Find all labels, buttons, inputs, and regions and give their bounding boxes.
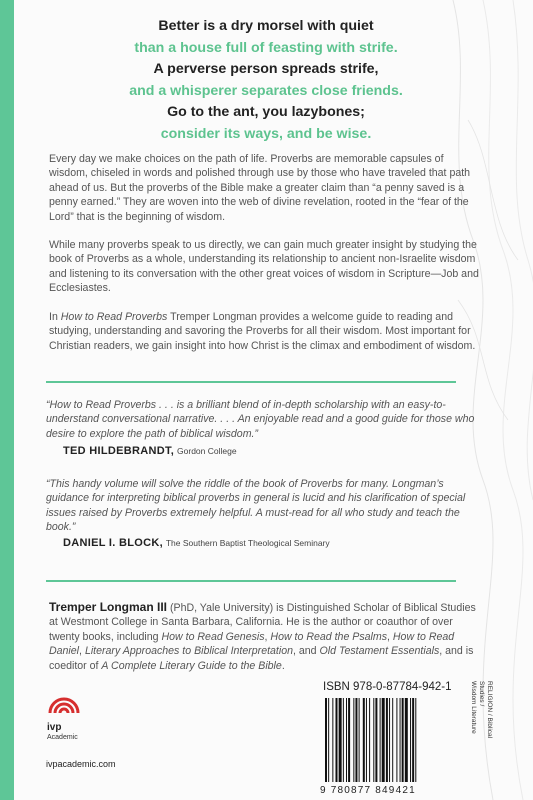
barcode-bar <box>386 698 388 782</box>
description-paragraph: Every day we make choices on the path of life. Proverbs are memorable capsules of wisdom, chiseled in words and polished through use by those who have traveled that path ahead of us. But the proverbs of the Bible make a greater claim than “a penny saved is a penny earned.” They are woven into the web of divine revelation, rooted in the “fear of the Lord” that is the beginning of wisdom. <box>49 153 471 223</box>
book-title: Old Testament Essentials <box>319 645 440 658</box>
bio-text: , and <box>293 645 320 658</box>
barcode-bar <box>389 698 390 782</box>
endorsement-attribution <box>63 445 237 457</box>
description-paragraph: While many proverbs speak to us directly, we can gain much greater insight by studying the book of Proverbs as a whole, understanding its relationship to ancient non-Israelite wisdom and listening to its conversation with the other great voices of wisdom in Scripture—Job and Ecclesiastes. <box>49 239 479 295</box>
publisher-imprint: Academic <box>47 734 78 741</box>
endorser-affiliation: The Southern Baptist Theological Seminary <box>165 538 330 548</box>
endorsement-quote: “How to Read Proverbs . . . is a brilliant blend of in-depth scholarship with an easy-to-understand conversational narrative. . . . An enjoyable read and a good guide for those who desire to explore the path of biblical wisdom.” <box>46 399 475 440</box>
hero-line: than a house full of feasting with strife. <box>134 39 398 56</box>
barcode-bar <box>400 698 401 782</box>
barcode-bar <box>343 698 344 782</box>
book-title: A Complete Literary Guide to the Bible <box>101 659 282 672</box>
publisher-logo-text: ivp <box>47 722 62 733</box>
barcode-bar <box>336 698 338 782</box>
barcode <box>321 698 461 782</box>
hero-line: A perverse person spreads strife, <box>153 61 379 77</box>
author-name: Tremper Longman III <box>49 600 168 614</box>
hero-proverbs <box>76 16 456 145</box>
barcode-bar <box>332 698 333 782</box>
barcode-bar <box>328 698 329 782</box>
barcode-bar <box>373 698 374 782</box>
hero-line: consider its ways, and be wise. <box>160 125 372 142</box>
barcode-bar <box>375 698 377 782</box>
bio-text: , <box>387 630 393 643</box>
barcode-bar <box>339 698 342 782</box>
barcode-bar <box>380 698 381 782</box>
endorser-name: DANIEL I. BLOCK, <box>63 537 163 549</box>
bio-text: . <box>281 659 285 672</box>
isbn-label: ISBN 978-0-87784-942-1 <box>323 681 452 693</box>
divider <box>46 381 456 383</box>
barcode-bar <box>366 698 367 782</box>
hero-line: Better is a dry morsel with quiet <box>158 18 374 34</box>
category-line: Wisdom Literature <box>470 681 477 734</box>
barcode-bar <box>382 698 385 782</box>
endorsement-attribution <box>63 537 330 549</box>
paragraph-text: In <box>49 311 61 323</box>
paragraph-text: Tremper Longman provides a welcome guide to reading and studying, understanding and savoring the Proverbs for all their wisdom. Most important for Christian readers, we gain insight into how Christ is the climax and embodiment of wisdom. <box>49 311 476 352</box>
barcode-bar <box>353 698 354 782</box>
barcode-bar <box>392 698 393 782</box>
book-title: Literary Approaches to Biblical Interpretation <box>84 645 293 658</box>
barcode-bar <box>405 698 408 782</box>
book-title: How to Read Proverbs <box>60 311 168 323</box>
endorsement-quote: “This handy volume will solve the riddle of the book of Proverbs for many. Longman’s guidance for interpreting biblical proverbs in general is lucid and his clarification of special issues raised by Proverbs extremely helpful. A must-read for all who study and teach the book.” <box>46 478 466 534</box>
barcode-digits: 9 780877 849421 <box>320 785 416 796</box>
category-line: RELIGION / Biblical Studies / <box>478 681 493 739</box>
barcode-bar <box>410 698 411 782</box>
endorser-name: TED HILDEBRANDT, <box>63 445 175 457</box>
barcode-bar <box>346 698 347 782</box>
accent-side-bar <box>0 0 14 800</box>
bio-text: , <box>79 645 85 658</box>
barcode-bar <box>348 698 350 782</box>
hero-line: Go to the ant, you lazybones; <box>167 104 365 120</box>
barcode-bar <box>412 698 414 782</box>
category-label <box>470 681 493 741</box>
hero-line: and a whisperer separates close friends. <box>129 82 403 99</box>
bio-text: , <box>264 630 271 643</box>
barcode-bar <box>415 698 416 782</box>
barcode-bar <box>359 698 360 782</box>
barcode-bar <box>363 698 365 782</box>
bio-text: (PhD, Yale University) is Distinguished Scholar of Biblical Studies at Westmont College in Santa Barbara, California. He is the author or coauthor of over twenty books, including <box>49 602 476 643</box>
endorser-affiliation: Gordon College <box>177 446 237 456</box>
author-bio <box>49 600 479 673</box>
book-title: How to Read the Psalms <box>270 630 388 643</box>
book-title: How to Read Genesis <box>161 630 265 643</box>
barcode-bar <box>396 698 397 782</box>
book-title: How to Read Daniel <box>49 630 455 658</box>
barcode-bar <box>325 698 327 782</box>
divider <box>46 580 456 582</box>
barcode-bar <box>355 698 357 782</box>
barcode-bar <box>402 698 404 782</box>
description-paragraph <box>49 310 485 353</box>
bio-text: , and is coeditor of <box>49 645 474 672</box>
publisher-website: ivpacademic.com <box>46 759 116 769</box>
barcode-bar <box>369 698 370 782</box>
